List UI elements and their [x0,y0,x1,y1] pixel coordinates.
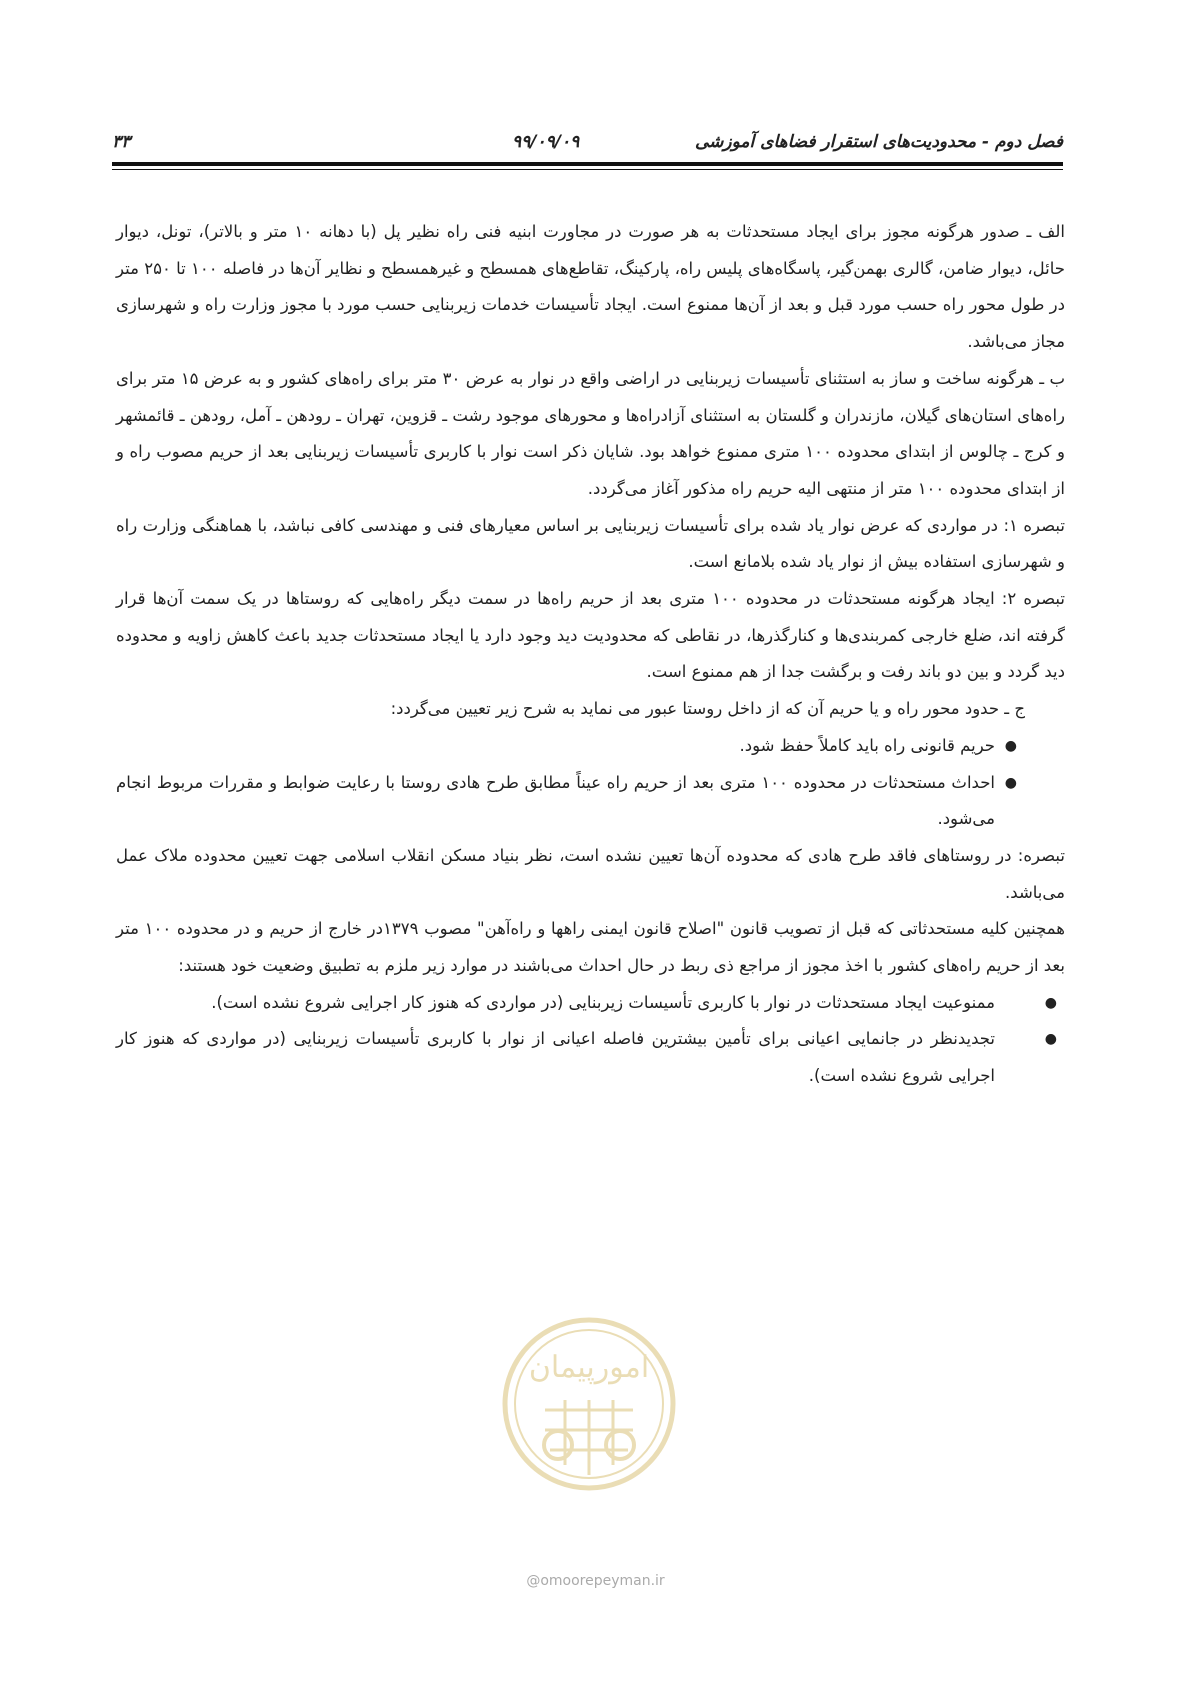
header-date: ۹۹/۰۹/۰۹ [512,132,580,152]
note-3: تبصره: در روستاهای فاقد طرح هادی که محدوده آن‌ها تعیین نشده است، نظر بنیاد مسکن انقلاب اسلامی جهت تعیین محدوده ملاک عمل می‌باشد. [116,845,1065,902]
page-header [112,128,1063,158]
note-2: تبصره ۲: ایجاد هرگونه مستحدثات در محدوده ۱۰۰ متری بعد از حریم راه‌ها در سمت دیگر راه‌هایی که روستاها در یک سمت آن‌ها قرار گرفته اند، ضلع خارجی کمربندی‌ها و کنارگذرها، در نقاطی که محدودیت دید وجود دارد یا ایجاد مستحدثات جدید باعث کاهش زاویه و محدوده دید گردد و بین دو باند رفت و برگشت جدا از هم ممنوع است. [116,589,1066,682]
list-item [116,1021,1065,1094]
watermark-logo-text: امورپیمان [528,1350,650,1385]
bullet-icon: ● [1004,774,1017,791]
paragraph-be: ب ـ هرگونه ساخت و ساز به استثنای تأسیسات زیربنایی در اراضی واقع در نوار به عرض ۳۰ متر برای راه‌های کشور و به عرض ۱۵ متر برای راه‌های استان‌های گیلان، مازندران و گلستان به استثنای آزادراه‌ها و محورهای موجود رشت ـ قزوین، تهران ـ رودهن ـ آمل، رودهن ـ قائمشهر و کرج ـ چالوس از ابتدای محدوده ۱۰۰ متری ممنوع خواهد بود. شایان ذکر است نوار با کاربری تأسیسات زیربنایی بعد از حریم مصوب راه و از ابتدای محدوده ۱۰۰ متر از منتهی الیه حریم راه مذکور آغاز می‌گردد. [116,368,1066,498]
note-1: تبصره ۱: در مواردی که عرض نوار یاد شده برای تأسیسات زیربنایی بر اساس معیارهای فنی و مهندسی کافی نباشد، با هماهنگی وزارت راه و شهرسازی استفاده بیش از نوار یاد شده بلامانع است. [116,515,1065,572]
header-rule-thin [112,169,1063,170]
watermark-logo-icon [500,1315,678,1493]
bullet-icon: ● [1044,1031,1057,1048]
bullet-icon: ● [1044,994,1057,1011]
paragraph-jim: ج ـ حدود محور راه و یا حریم آن که از داخل روستا عبور می نماید به شرح زیر تعیین می‌گردد: [390,699,1025,719]
bullet-list-1 [116,728,1065,838]
page-number: ۳۳ [112,132,131,152]
list-item [116,985,1065,1022]
bullet-list-2 [116,985,1065,1095]
list-item-text: حریم قانونی راه باید کاملاً حفظ شود. [739,735,995,755]
chapter-title: فصل دوم - محدودیت‌های استقرار فضاهای آموزشی [694,132,1063,152]
list-item [116,728,1065,765]
list-item-text: ممنوعیت ایجاد مستحدثات در نوار با کاربری تأسیسات زیربنایی (در مواردی که هنوز کار اجرایی شروع نشده است). [211,992,995,1012]
list-item [116,765,1065,838]
watermark-site: @omoorepeyman.ir [526,1573,665,1589]
paragraph-final: همچنین کلیه مستحدثاتی که قبل از تصویب قانون "اصلاح قانون ایمنی راهها و راه‌آهن" مصوب ۱۳۷۹در خارج از حریم و در محدوده ۱۰۰ متر بعد از حریم راه‌های کشور با اخذ مجوز از مراجع ذی ربط در حال احداث می‌باشند در موارد زیر ملزم به تطبیق وضعیت خود هستند: [116,919,1065,976]
body-text [116,214,1065,1095]
header-rule-thick [112,162,1063,166]
paragraph-alef: الف ـ صدور هرگونه مجوز برای ایجاد مستحدثات به هر صورت در مجاورت ابنیه فنی راه نظیر پل (با دهانه ۱۰ متر و بالاتر)، تونل، دیوار حائل، دیوار ضامن، گالری بهمن‌گیر، پاسگاه‌های پلیس راه، پارکینگ، تقاطع‌های همسطح و غیرهمسطح و نظایر آن‌ها در فاصله ۱۰۰ تا ۲۵۰ متر در طول محور راه حسب مورد قبل و بعد از آن‌ها ممنوع است. ایجاد تأسیسات خدمات زیربنایی حسب مورد با مجوز وزارت راه و شهرسازی مجاز می‌باشد. [116,222,1065,352]
list-item-text: تجدیدنظر در جانمایی اعیانی برای تأمین بیشترین فاصله اعیانی از نوار با کاربری تأسیسات زیربنایی (در مواردی که هنوز کار اجرایی شروع نشده است). [116,1029,995,1086]
list-item-text: احداث مستحدثات در محدوده ۱۰۰ متری بعد از حریم راه عیناً مطابق طرح هادی روستا با رعایت ضوابط و مقررات مربوط انجام می‌شود. [116,772,995,829]
bullet-icon: ● [1004,737,1017,754]
